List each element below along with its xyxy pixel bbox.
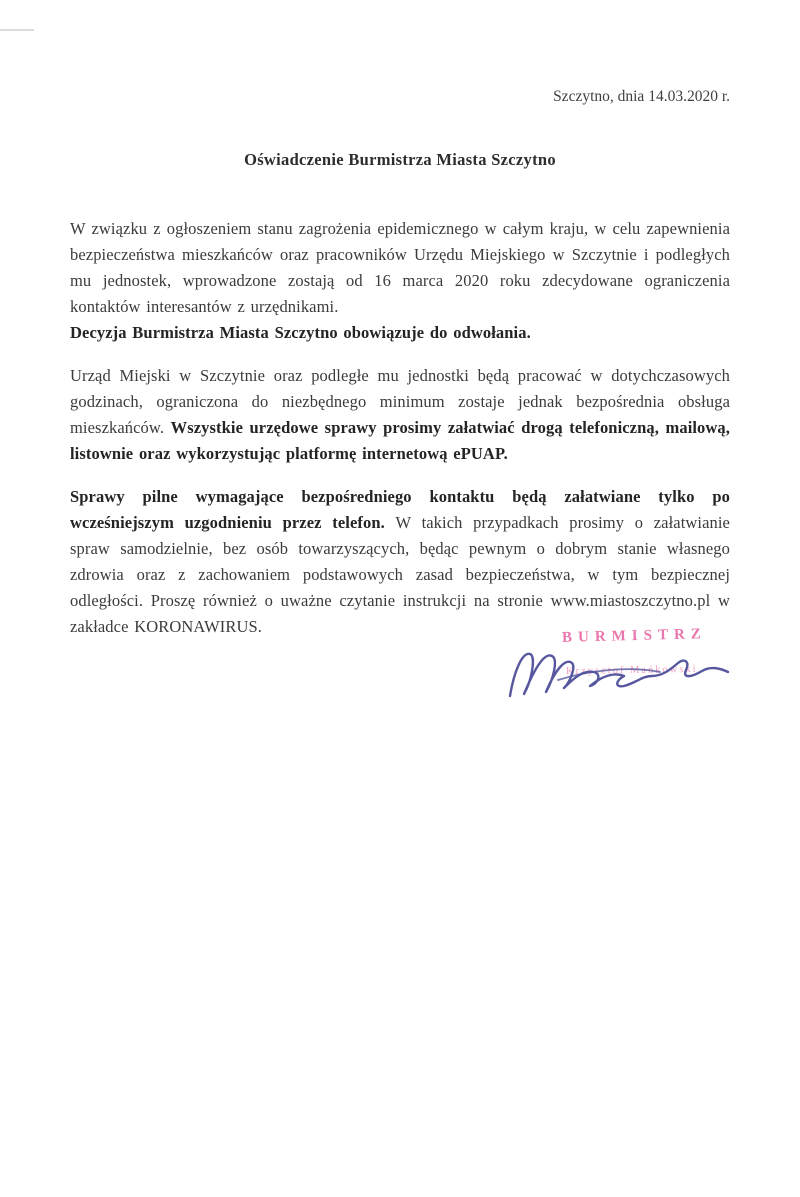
paragraph-text: W takich przypadkach prosimy o załatwianie spraw samodzielnie, bez osób towarzyszących, będąc pewnym o dobrym stanie własnego zdrowia oraz z zachowaniem podstawowych zasad bezpieczeństwa, w tym bezpiecznej odległości. Proszę również o uważne czytanie instrukcji na stronie www.miastoszczytno.pl w zakładce KORONAWIRUS.	[70, 513, 730, 636]
paragraph	[70, 363, 730, 467]
paragraph	[70, 484, 730, 640]
document-body	[70, 216, 730, 640]
handwritten-signature-icon	[500, 630, 750, 715]
document-title: Oświadczenie Burmistrza Miasta Szczytno	[244, 150, 556, 169]
paragraph-text-bold: Wszystkie urzędowe sprawy prosimy załatwiać drogą telefoniczną, mailową, listownie oraz wykorzystując platformę internetową ePUAP.	[70, 418, 730, 463]
paragraph-text-bold: Decyzja Burmistrza Miasta Szczytno obowiązuje do odwołania.	[70, 323, 531, 342]
paragraph	[70, 216, 730, 346]
dateline: Szczytno, dnia 14.03.2020 r.	[553, 88, 730, 105]
stamp-title: BURMISTRZ	[561, 626, 708, 646]
paragraph-text: W związku z ogłoszeniem stanu zagrożenia epidemicznego w całym kraju, w celu zapewnienia bezpieczeństwa mieszkańców oraz pracowników Urzędu Miejskiego w Szczytnie i podległych mu jednostek, wprowadzone zostają od 16 marca 2020 roku zdecydowane ograniczenia kontaktów interesantów z urzędnikami.	[70, 219, 730, 316]
stamp-name: Krzysztof Mańkowski	[565, 663, 698, 678]
scan-edge-artifact	[0, 29, 34, 31]
paragraph-text: Urząd Miejski w Szczytnie oraz podległe mu jednostki będą pracować w dotychczasowych godzinach, ograniczona do niezbędnego minimum zostaje jednak bezpośrednia obsługa mieszkańców.	[70, 366, 730, 437]
paragraph-text-bold: Sprawy pilne wymagające bezpośredniego kontaktu będą załatwiane tylko po wcześniejszym uzgodnieniu przez telefon.	[70, 487, 730, 532]
